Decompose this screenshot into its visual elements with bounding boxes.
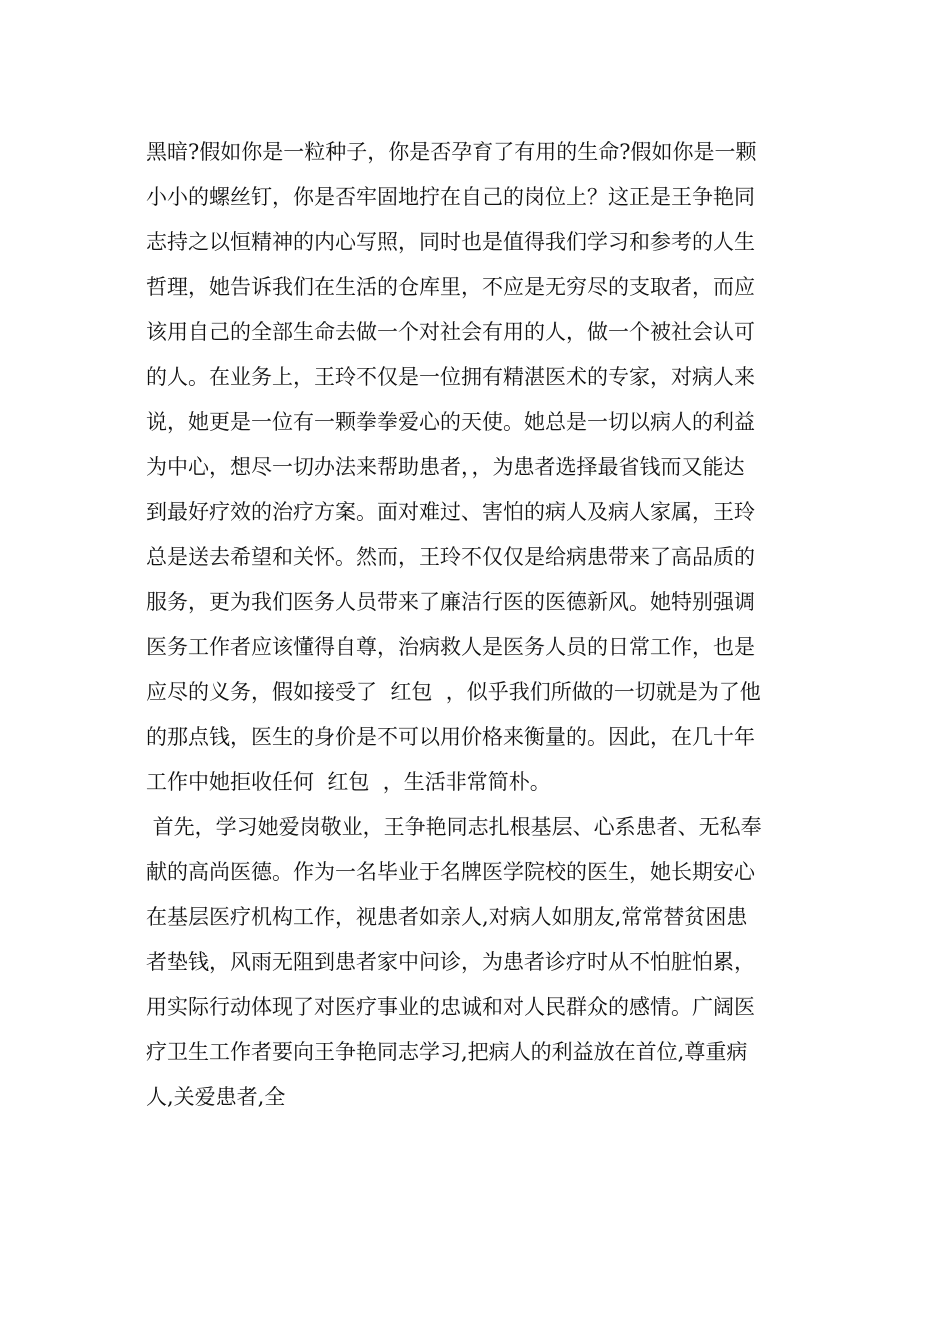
text-line: 在基层医疗机构工作，视患者如亲人,对病人如朋友,常常替贫困患 xyxy=(146,905,748,929)
text-line: 疗卫生工作者要向王争艳同志学习,把病人的利益放在首位,尊重病 xyxy=(146,1040,748,1064)
text-line: 的那点钱，医生的身价是不可以用价格来衡量的。因此，在几十年 xyxy=(146,725,755,749)
text-line: 小小的螺丝钉，你是否牢固地拧在自己的岗位上？这正是王争艳同 xyxy=(146,185,755,209)
text-line: 用实际行动体现了对医疗事业的忠诚和对人民群众的感情。广阔医 xyxy=(146,995,755,1019)
text-line: 到最好疗效的治疗方案。面对难过、害怕的病人及病人家属，王玲 xyxy=(146,500,755,524)
text-line: 该用自己的全部生命去做一个对社会有用的人，做一个被社会认可 xyxy=(146,320,755,344)
text-line: 工作中她拒收任何 红包 ，生活非常简朴。 xyxy=(146,770,551,794)
text-line: 哲理，她告诉我们在生活的仓库里，不应是无穷尽的支取者，而应 xyxy=(146,275,755,299)
text-line: 的人。在业务上，王玲不仅是一位拥有精湛医术的专家，对病人来 xyxy=(146,365,755,389)
text-line: 黑暗?假如你是一粒种子，你是否孕育了有用的生命?假如你是一颗 xyxy=(146,140,757,164)
text-line: 服务，更为我们医务人员带来了廉洁行医的医德新风。她特别强调 xyxy=(146,590,755,614)
text-line: 总是送去希望和关怀。然而，王玲不仅仅是给病患带来了高品质的 xyxy=(146,545,755,569)
text-line: 说，她更是一位有一颗拳拳爱心的天使。她总是一切以病人的利益 xyxy=(146,410,755,434)
text-line: 献的高尚医德。作为一名毕业于名牌医学院校的医生，她长期安心 xyxy=(146,860,755,884)
text-line: 人,关爱患者,全 xyxy=(146,1085,286,1109)
text-line: 志持之以恒精神的内心写照，同时也是值得我们学习和参考的人生 xyxy=(146,230,755,254)
text-line: 应尽的义务，假如接受了 红包 ，似乎我们所做的一切就是为了他 xyxy=(146,680,761,704)
text-line: 医务工作者应该懂得自尊，治病救人是医务人员的日常工作，也是 xyxy=(146,635,755,659)
text-line: 为中心，想尽一切办法来帮助患者，，为患者选择最省钱而又能达 xyxy=(146,455,745,479)
body-text xyxy=(146,130,816,1120)
text-line: 者垫钱，风雨无阻到患者家中问诊，为患者诊疗时从不怕脏怕累， xyxy=(146,950,755,974)
text-line: 首先，学习她爱岗敬业，王争艳同志扎根基层、心系患者、无私奉 xyxy=(146,815,762,839)
